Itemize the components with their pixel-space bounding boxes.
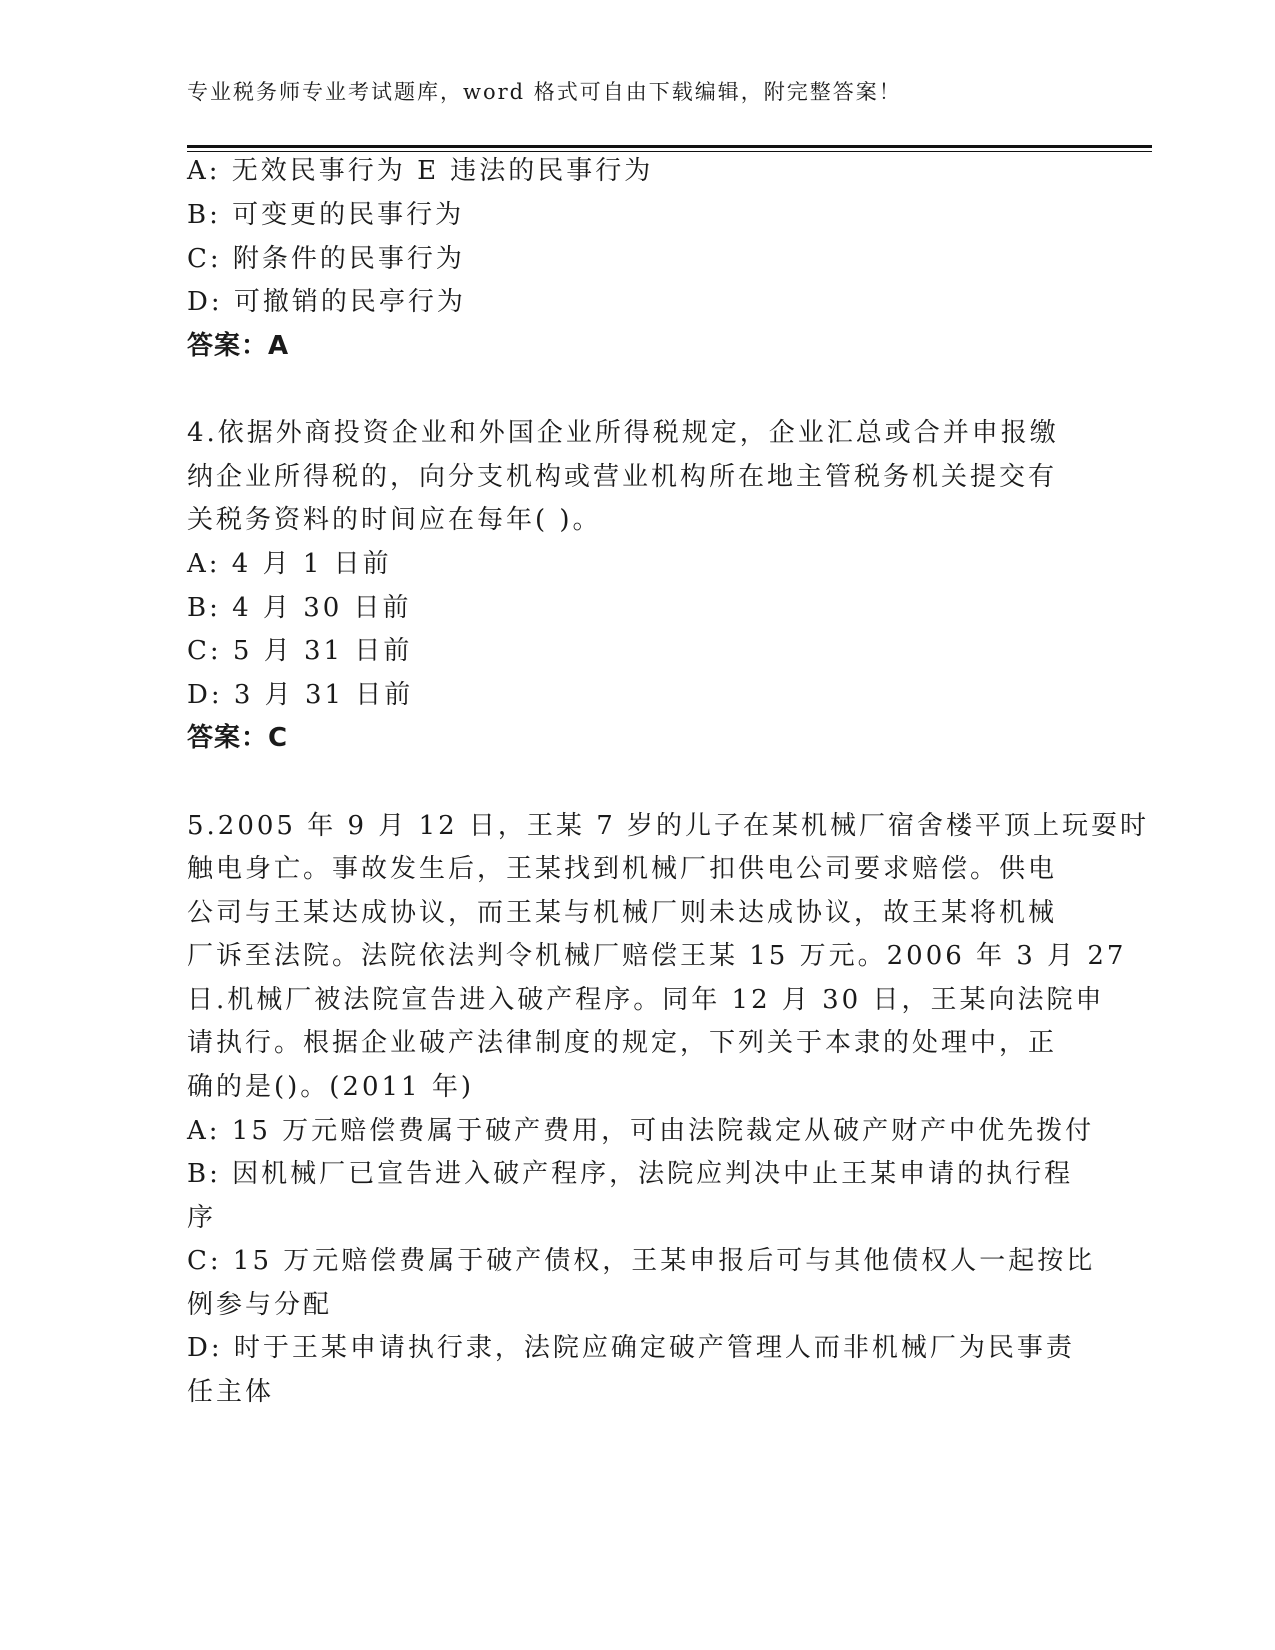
q4-stem-line-1: 4.依据外商投资企业和外国企业所得税规定，企业汇总或合并申报缴 [187, 418, 1059, 448]
q3-option-b: B: 可变更的民事行为 [187, 200, 465, 230]
q5-option-a: A: 15 万元赔偿费属于破产费用，可由法院裁定从破产财产中优先拨付 [187, 1116, 1095, 1146]
q4-stem-line-3: 关税务资料的时间应在每年( )。 [187, 505, 602, 535]
q5-option-b-cont: 序 [187, 1203, 217, 1233]
q5-option-c-cont: 例参与分配 [187, 1290, 333, 1320]
q4-stem-line-2: 纳企业所得税的，向分支机构或营业机构所在地主管税务机关提交有 [187, 462, 1058, 492]
q4-option-a: A: 4 月 1 日前 [187, 549, 392, 579]
q5-option-d-cont: 任主体 [187, 1377, 275, 1407]
q3-answer: 答案：A [187, 331, 290, 361]
q3-option-c: C: 附条件的民事行为 [187, 244, 465, 274]
q5-stem-line-7: 确的是()。(2011 年) [187, 1072, 475, 1102]
header-rule-thick [187, 145, 1152, 148]
q3-option-a: A: 无效民事行为 E 违法的民事行为 [187, 156, 654, 186]
q5-stem-line-2: 触电身亡。事故发生后，王某找到机械厂扣供电公司要求赔偿。供电 [187, 854, 1058, 884]
q4-option-c: C: 5 月 31 日前 [187, 636, 413, 666]
q4-option-d: D: 3 月 31 日前 [187, 680, 414, 710]
q5-stem-line-5: 日.机械厂被法院宣告进入破产程序。同年 12 月 30 日，王某向法院申 [187, 985, 1105, 1015]
q4-answer: 答案：C [187, 723, 289, 753]
q5-option-c: C: 15 万元赔偿费属于破产债权，王某申报后可与其他债权人一起按比 [187, 1246, 1096, 1276]
q5-option-b: B: 因机械厂已宣告进入破产程序，法院应判决中止王某申请的执行程 [187, 1159, 1074, 1189]
header-rule-thin [187, 151, 1152, 152]
q5-stem-line-4: 厂诉至法院。法院依法判令机械厂赔偿王某 15 万元。2006 年 3 月 27 [187, 941, 1127, 971]
q4-option-b: B: 4 月 30 日前 [187, 593, 412, 623]
q5-option-d: D: 时于王某申请执行隶，法院应确定破产管理人而非机械厂为民事责 [187, 1333, 1075, 1363]
q5-stem-line-1: 5.2005 年 9 月 12 日，王某 7 岁的儿子在某机械厂宿舍楼平顶上玩耍时 [187, 811, 1149, 841]
page-header: 专业税务师专业考试题库，word 格式可自由下载编辑，附完整答案！ [187, 80, 902, 104]
q3-option-d: D: 可撤销的民亭行为 [187, 287, 466, 317]
q5-stem-line-3: 公司与王某达成协议，而王某与机械厂则未达成协议，故王某将机械 [187, 898, 1058, 928]
q5-stem-line-6: 请执行。根据企业破产法律制度的规定，下列关于本隶的处理中，正 [187, 1028, 1058, 1058]
